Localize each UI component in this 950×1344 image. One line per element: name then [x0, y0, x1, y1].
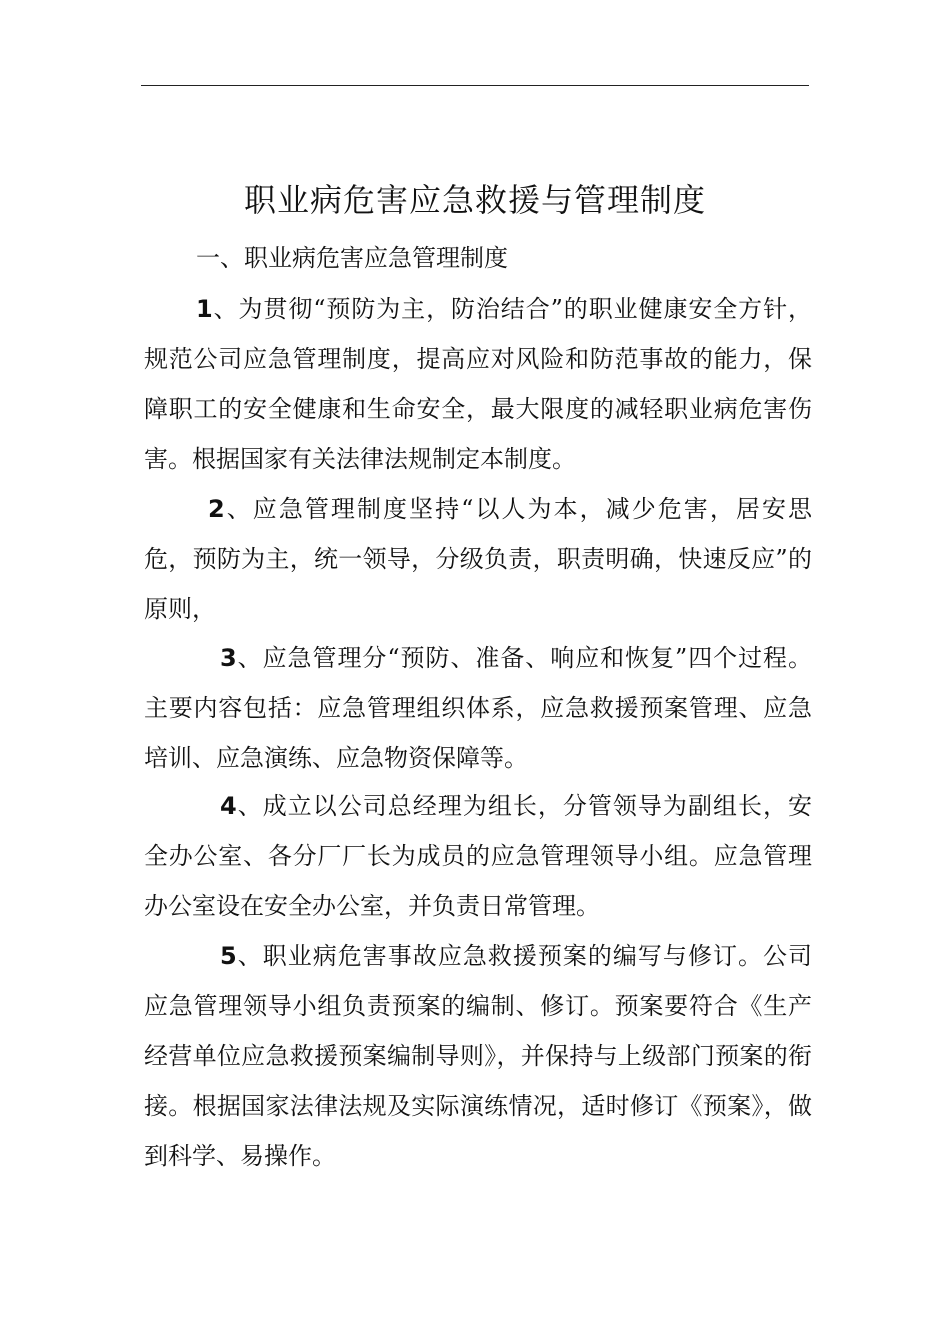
paragraph-5 — [144, 931, 812, 1181]
section-heading: 一、职业病危害应急管理制度 — [196, 244, 508, 272]
paragraph-text: 、应急管理分“预防、准备、响应和恢复”四个过程。主要内容包括：应急管理组织体系，应急救援预案管理、应急培训、应急演练、应急物资保障等。 — [144, 644, 812, 772]
paragraph-number: 3 — [220, 644, 237, 672]
paragraph-number: 5 — [220, 942, 237, 970]
paragraph-number: 1 — [196, 295, 213, 323]
paragraph-4 — [144, 781, 812, 931]
header-rule — [141, 85, 809, 86]
paragraph-number: 4 — [220, 792, 237, 820]
paragraph-text: 、为贯彻“预防为主，防治结合”的职业健康安全方针，规范公司应急管理制度，提高应对风险和防范事故的能力，保障职工的安全健康和生命安全，最大限度的减轻职业病危害伤害。根据国家有关法律法规制定本制度。 — [144, 295, 812, 473]
paragraph-2 — [144, 484, 812, 634]
paragraph-text: 、职业病危害事故应急救援预案的编写与修订。公司应急管理领导小组负责预案的编制、修订。预案要符合《生产经营单位应急救援预案编制导则》，并保持与上级部门预案的衔接。根据国家法律法规及实际演练情况，适时修订《预案》，做到科学、易操作。 — [144, 942, 812, 1170]
document-title: 职业病危害应急救援与管理制度 — [243, 181, 706, 219]
paragraph-text: 、应急管理制度坚持“以人为本，减少危害，居安思危，预防为主，统一领导，分级负责，职责明确，快速反应”的原则， — [144, 495, 812, 623]
paragraph-1 — [144, 284, 812, 484]
paragraph-3 — [144, 633, 812, 783]
paragraph-number: 2 — [208, 495, 225, 523]
paragraph-text: 、成立以公司总经理为组长，分管领导为副组长，安全办公室、各分厂厂长为成员的应急管理领导小组。应急管理办公室设在安全办公室，并负责日常管理。 — [144, 792, 812, 920]
